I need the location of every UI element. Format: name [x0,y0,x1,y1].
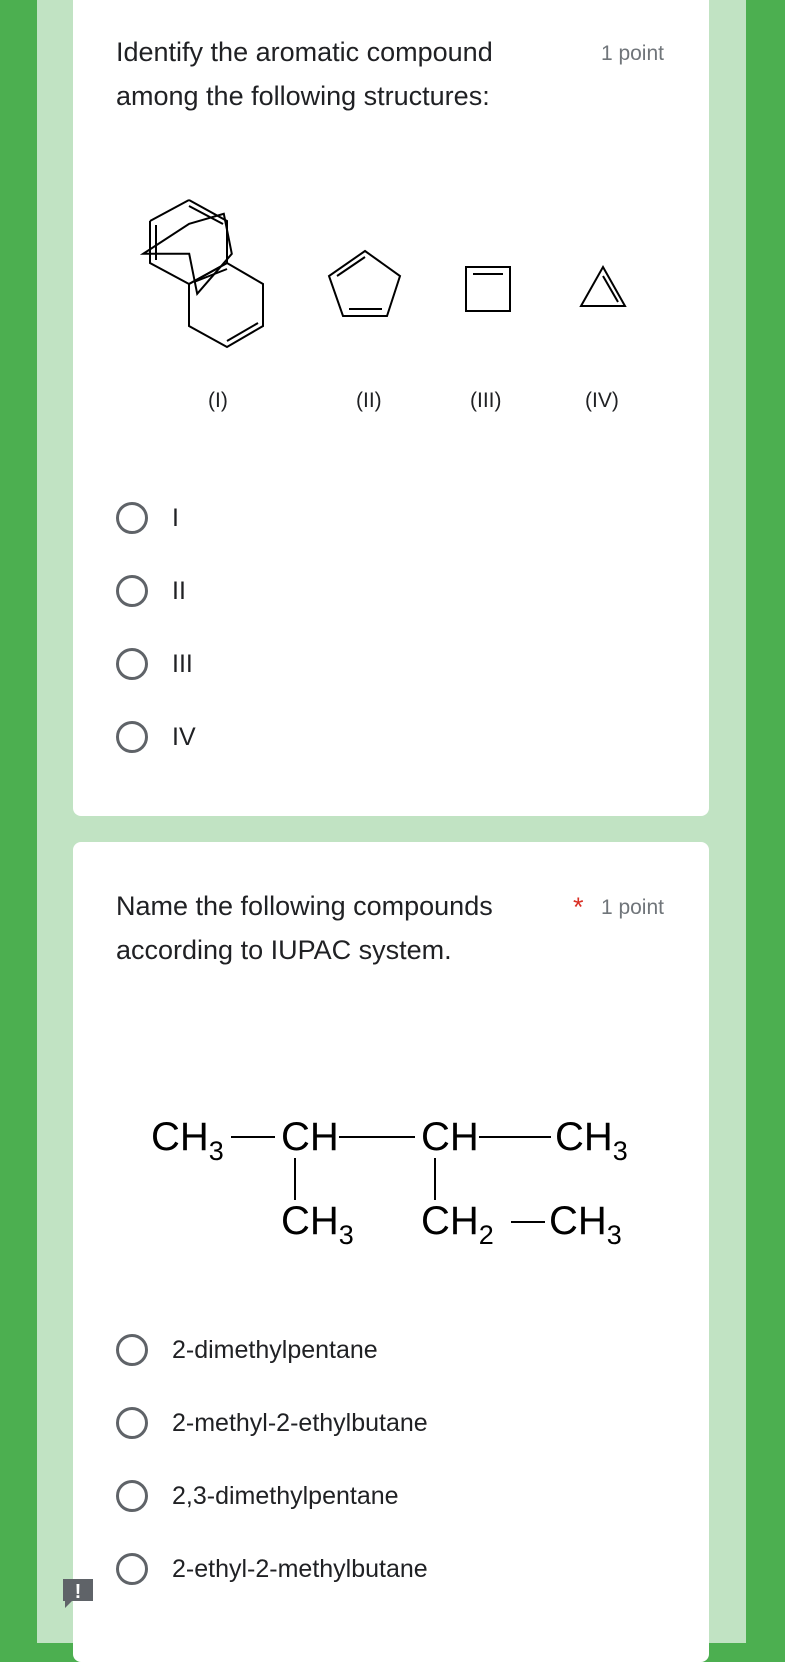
points-label: 1 point [600,896,664,919]
formula-group: $CH_3$ [151,1115,224,1166]
option-ii[interactable] [116,571,186,611]
option-label: II [172,576,186,605]
cyclopentadiene-structure [329,251,400,316]
naphthalene-structure [143,200,263,347]
formula-group: $CH_3$ [549,1199,622,1250]
formula-group: $CH_3$ [281,1199,354,1250]
option-label: I [172,503,179,532]
radio-button[interactable] [116,1553,148,1585]
structures-image [73,190,709,380]
radio-button[interactable] [116,1334,148,1366]
option-label: 2-dimethylpentane [172,1335,378,1364]
points-label: 1 point [600,42,664,65]
condensed-formula-image [73,1104,709,1254]
structure-label-1: (I) [208,389,228,412]
option-label: 2-methyl-2-ethylbutane [172,1408,428,1437]
formula-group: CH [281,1115,339,1159]
option-2-dimethylpentane[interactable] [116,1330,378,1370]
question-card-iupac [73,842,709,1662]
option-2-methyl-2-ethylbutane[interactable] [116,1403,428,1443]
option-iv[interactable] [116,717,196,757]
question-card-aromatic [73,0,709,816]
formula-group: $CH_2$ [421,1199,494,1250]
option-label: 2,3-dimethylpentane [172,1481,399,1510]
cyclopropene-structure [581,267,625,306]
question-title: Name the following compounds according to IUPAC system. [116,891,493,965]
radio-button[interactable] [116,721,148,753]
radio-button[interactable] [116,648,148,680]
option-iii[interactable] [116,644,193,684]
structure-label-3: (III) [470,389,502,412]
radio-button[interactable] [116,1407,148,1439]
option-2-3-dimethylpentane[interactable] [116,1476,399,1516]
option-label: IV [172,722,196,751]
option-label: 2-ethyl-2-methylbutane [172,1554,428,1583]
formula-group: $CH_3$ [555,1115,628,1166]
radio-button[interactable] [116,575,148,607]
option-label: III [172,649,193,678]
formula-group: CH [421,1115,479,1159]
cyclobutadiene-structure [466,267,510,311]
feedback-warning-icon[interactable] [60,1576,96,1610]
question-title: Identify the aromatic compound among the following structures: [116,37,493,111]
structure-label-4: (IV) [585,389,619,412]
svg-text:!: ! [74,1581,82,1603]
option-2-ethyl-2-methylbutane[interactable] [116,1549,428,1589]
radio-button[interactable] [116,1480,148,1512]
required-asterisk: * [573,892,584,922]
radio-button[interactable] [116,502,148,534]
structure-label-2: (II) [356,389,382,412]
option-i[interactable] [116,498,179,538]
